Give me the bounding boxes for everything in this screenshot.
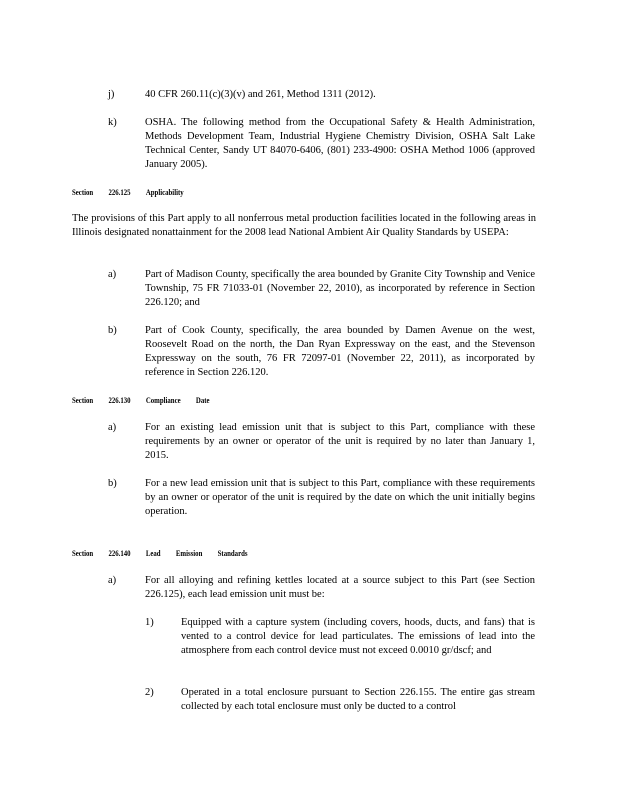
- section-word: Section: [72, 396, 94, 405]
- item-label-a: a): [108, 269, 117, 280]
- item-label-a: a): [108, 422, 117, 433]
- subitem-text-1: Equipped with a capture system (including covers, hoods, ducts, and fans) that is vented to a control device for lead particulates. The emissions of lead into the atmosphere from each control device must not exceed 0.0010 gr/dscf; and: [181, 617, 535, 656]
- section-number: 226.140: [108, 549, 131, 558]
- item-text-a: For all alloying and refining kettles located at a source subject to this Part (see Section 226.125), each lead emission unit must be:: [145, 575, 535, 600]
- item-text-b: For a new lead emission unit that is subject to this Part, compliance with these requirements by an owner or operator of the unit is required by the date on which the unit initially begins operation.: [145, 478, 535, 517]
- item-label-a: a): [108, 575, 117, 586]
- subitem-label-2: 2): [145, 687, 154, 698]
- subitem-label-1: 1): [145, 617, 154, 628]
- item-text-a: Part of Madison County, specifically the area bounded by Granite City Township and Venice Township, 75 FR 71033-01 (November 22, 2010), as incorporated by reference in Section 226.120; and: [145, 269, 535, 308]
- section-title-part-1: Lead: [145, 549, 161, 558]
- section-226-125-intro: The provisions of this Part apply to all nonferrous metal production facilities located in the following areas in Illinois designated nonattainment for the 2008 lead National Ambient Air Quality Standards by USEPA:: [72, 213, 536, 238]
- section-title-part-2: Date: [195, 396, 210, 405]
- section-word: Section: [72, 188, 94, 197]
- section-heading-226-125: [72, 188, 199, 198]
- item-text-k: OSHA. The following method from the Occupational Safety & Health Administration, Methods Development Team, Industrial Hygiene Chemistry Division, OSHA Salt Lake Technical Center, Sandy UT 84070-6406, (801) 233-4900: OSHA Method 1006 (approved January 2005).: [145, 117, 535, 170]
- section-title-part-1: Compliance: [145, 396, 181, 405]
- item-text-b: Part of Cook County, specifically, the area bounded by Damen Avenue on the west, Roosevelt Road on the north, the Dan Ryan Expressway on the east, and the Stevenson Expressway on the south, 76 FR 72097-01 (November 22, 2011), as incorporated by reference in Section 226.120.: [145, 325, 535, 378]
- subitem-text-2: Operated in a total enclosure pursuant to Section 226.155. The entire gas stream collected by each total enclosure must only be ducted to a control: [181, 687, 535, 712]
- item-label-b: b): [108, 478, 117, 489]
- item-text-a: For an existing lead emission unit that is subject to this Part, compliance with these requirements by an owner or operator of the unit is required by no later than January 1, 2015.: [145, 422, 535, 461]
- section-title-part-2: Emission: [175, 549, 203, 558]
- item-label-b: b): [108, 325, 117, 336]
- section-word: Section: [72, 549, 94, 558]
- item-label-j: j): [108, 89, 115, 100]
- section-number: 226.130: [108, 396, 131, 405]
- item-text-j: 40 CFR 260.11(c)(3)(v) and 261, Method 1311 (2012).: [145, 89, 376, 100]
- item-label-k: k): [108, 117, 117, 128]
- section-number: 226.125: [108, 188, 131, 197]
- section-heading-226-130: [72, 396, 225, 406]
- section-title: Applicability: [145, 188, 184, 197]
- section-heading-226-140: [72, 549, 263, 559]
- section-title-part-3: Standards: [217, 549, 248, 558]
